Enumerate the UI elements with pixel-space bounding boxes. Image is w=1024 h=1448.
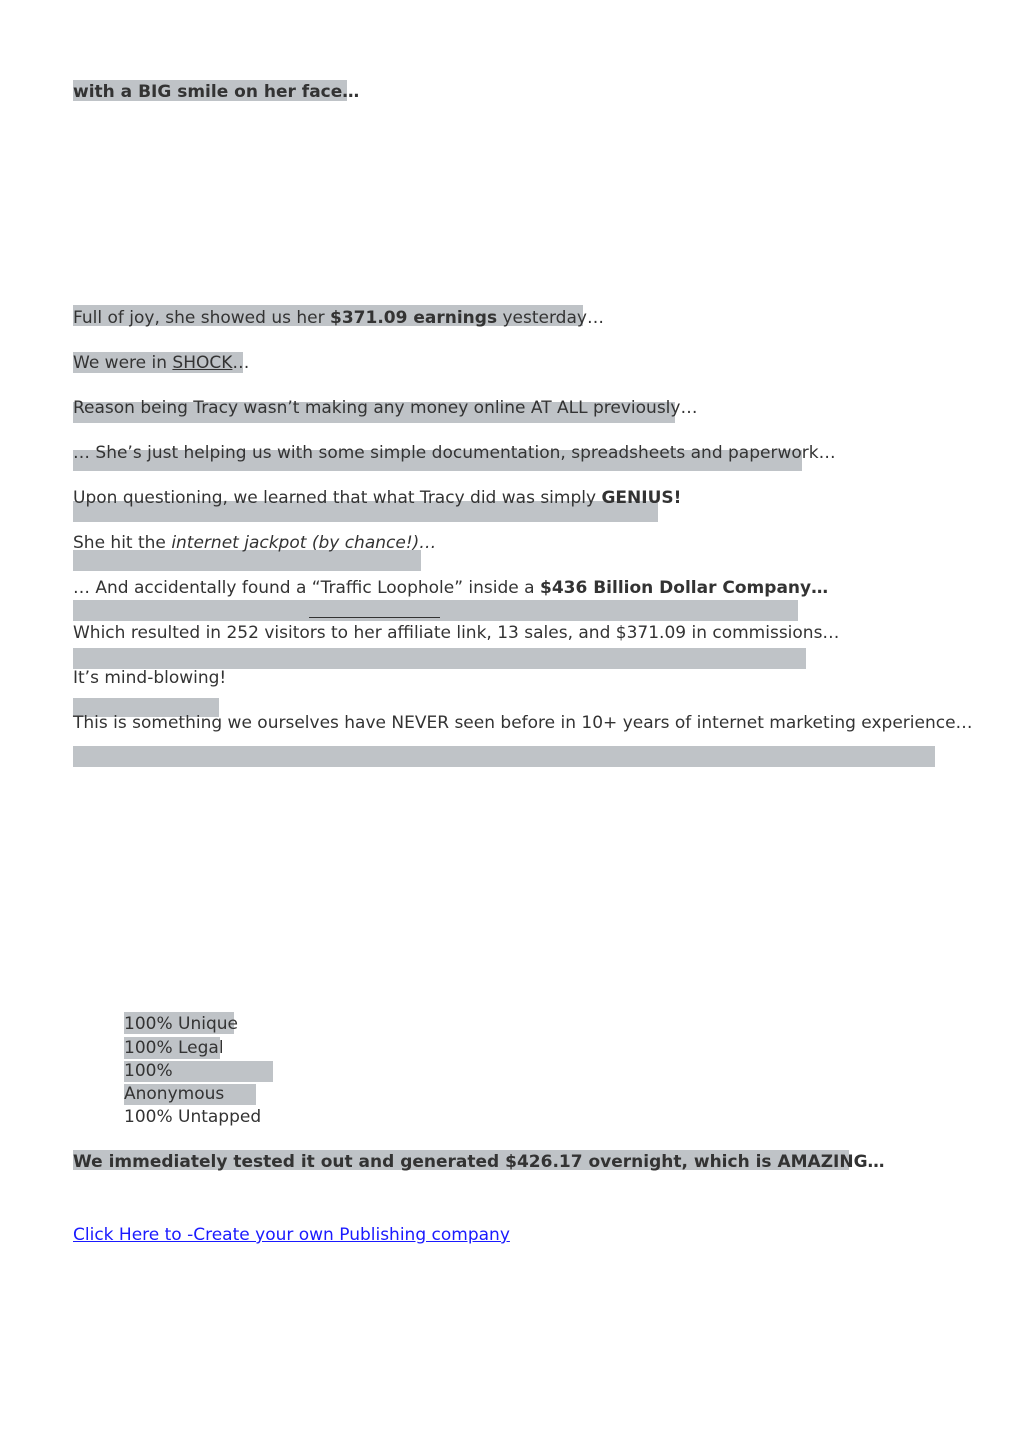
genius-word: GENIUS! [601,488,682,508]
jackpot-ellipsis: … [419,533,437,553]
feature-item: 100% Untapped [124,1107,262,1127]
jackpot-text: She hit the [73,533,172,553]
never-line: This is something we ourselves have NEVER seen before in 10+ years of internet marketing experience… [73,713,973,733]
genius-text: Upon questioning, we learned that what Tracy did was simply [73,488,602,508]
joy-line [73,307,604,329]
smile-line: with a BIG smile on her face… [73,82,360,102]
mind-line: It’s mind-blowing! [73,668,227,688]
shock-ellipsis: … [232,353,250,373]
joy-earnings: $371.09 earnings [330,308,498,328]
feature-item: 100% Unique [124,1014,238,1034]
helping-line: … She’s just helping us with some simple documentation, spreadsheets and paperwork… [73,443,836,463]
loophole-company: $436 Billion Dollar Company… [539,578,829,598]
divider-rule [309,617,440,618]
feature-item: 100% [124,1061,173,1081]
joy-text: Full of joy, she showed us her [73,308,331,328]
feature-item: Anonymous [124,1084,225,1104]
highlight-block [73,746,935,767]
shock-text: We were in [73,353,173,373]
loophole-line [73,577,828,599]
tested-line: We immediately tested it out and generated $426.17 overnight, which is AMAZING… [73,1152,885,1172]
resulted-line: Which resulted in 252 visitors to her affiliate link, 13 sales, and $371.09 in commissions… [73,623,840,643]
create-publishing-link[interactable]: Click Here to -Create your own Publishing company [73,1225,510,1245]
shock-line [73,352,249,374]
jackpot-line [73,532,436,554]
reason-line: Reason being Tracy wasn’t making any money online AT ALL previously… [73,398,698,418]
jackpot-italic: internet jackpot (by chance!) [171,533,420,553]
joy-text-end: yesterday… [497,308,604,328]
feature-item: 100% Legal [124,1038,224,1058]
highlight-block [73,648,806,669]
loophole-text: … And accidentally found a “Traffic Loophole” inside a [73,578,540,598]
shock-word: SHOCK [172,353,233,373]
genius-line [73,487,681,509]
